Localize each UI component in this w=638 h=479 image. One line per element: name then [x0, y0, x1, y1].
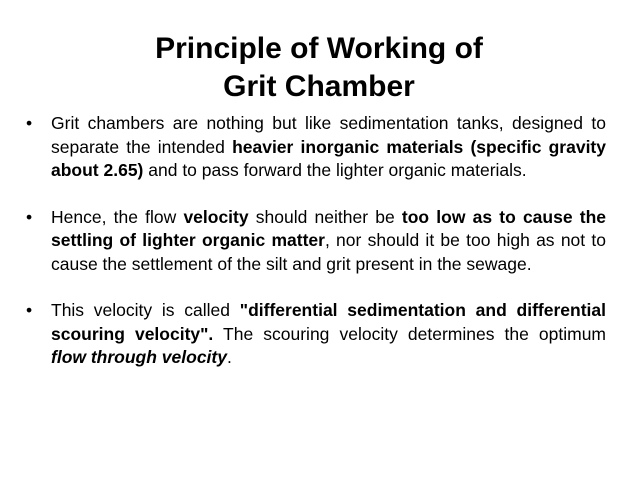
bullet-text: should neither be	[248, 206, 402, 227]
bullet-list	[26, 112, 606, 393]
bullet-text: Hence, the flow	[51, 206, 184, 227]
bullet-text: .	[226, 347, 232, 367]
bullet-text: , nor should it be too high as not to cause the settlement of the silt and grit present in the sewage.	[51, 230, 606, 274]
bullet-icon: •	[26, 113, 33, 133]
title-line-1: Principle of Working of	[155, 32, 483, 65]
bullet-item-scouring-velocity	[26, 299, 606, 370]
bullet-bold-text: heavier inorganic materials (specific gravity about 2.65)	[51, 136, 606, 180]
bullet-icon: •	[26, 300, 33, 320]
bullet-bold-text: velocity	[183, 206, 249, 227]
bullet-bold-text: "differential sedimentation and differential scouring velocity".	[51, 300, 606, 344]
slide-title	[0, 30, 638, 106]
bullet-text: The scouring velocity determines the optimum	[213, 323, 606, 344]
bullet-icon: •	[26, 206, 33, 227]
bullet-text: and to pass forward the lighter organic materials.	[143, 160, 527, 180]
bullet-bold-italic-text: flow through velocity	[51, 347, 227, 367]
bullet-item-flow-velocity	[26, 206, 606, 277]
bullet-text: Grit chambers are nothing but like sedimentation tanks, designed to separate the intended	[51, 113, 606, 157]
bullet-bold-text: too low as to cause the settling of lighter organic matter	[51, 206, 607, 250]
bullet-text: This velocity is called	[51, 300, 240, 320]
bullet-item-grit-chambers	[26, 112, 606, 183]
title-line-2: Grit Chamber	[223, 70, 415, 103]
